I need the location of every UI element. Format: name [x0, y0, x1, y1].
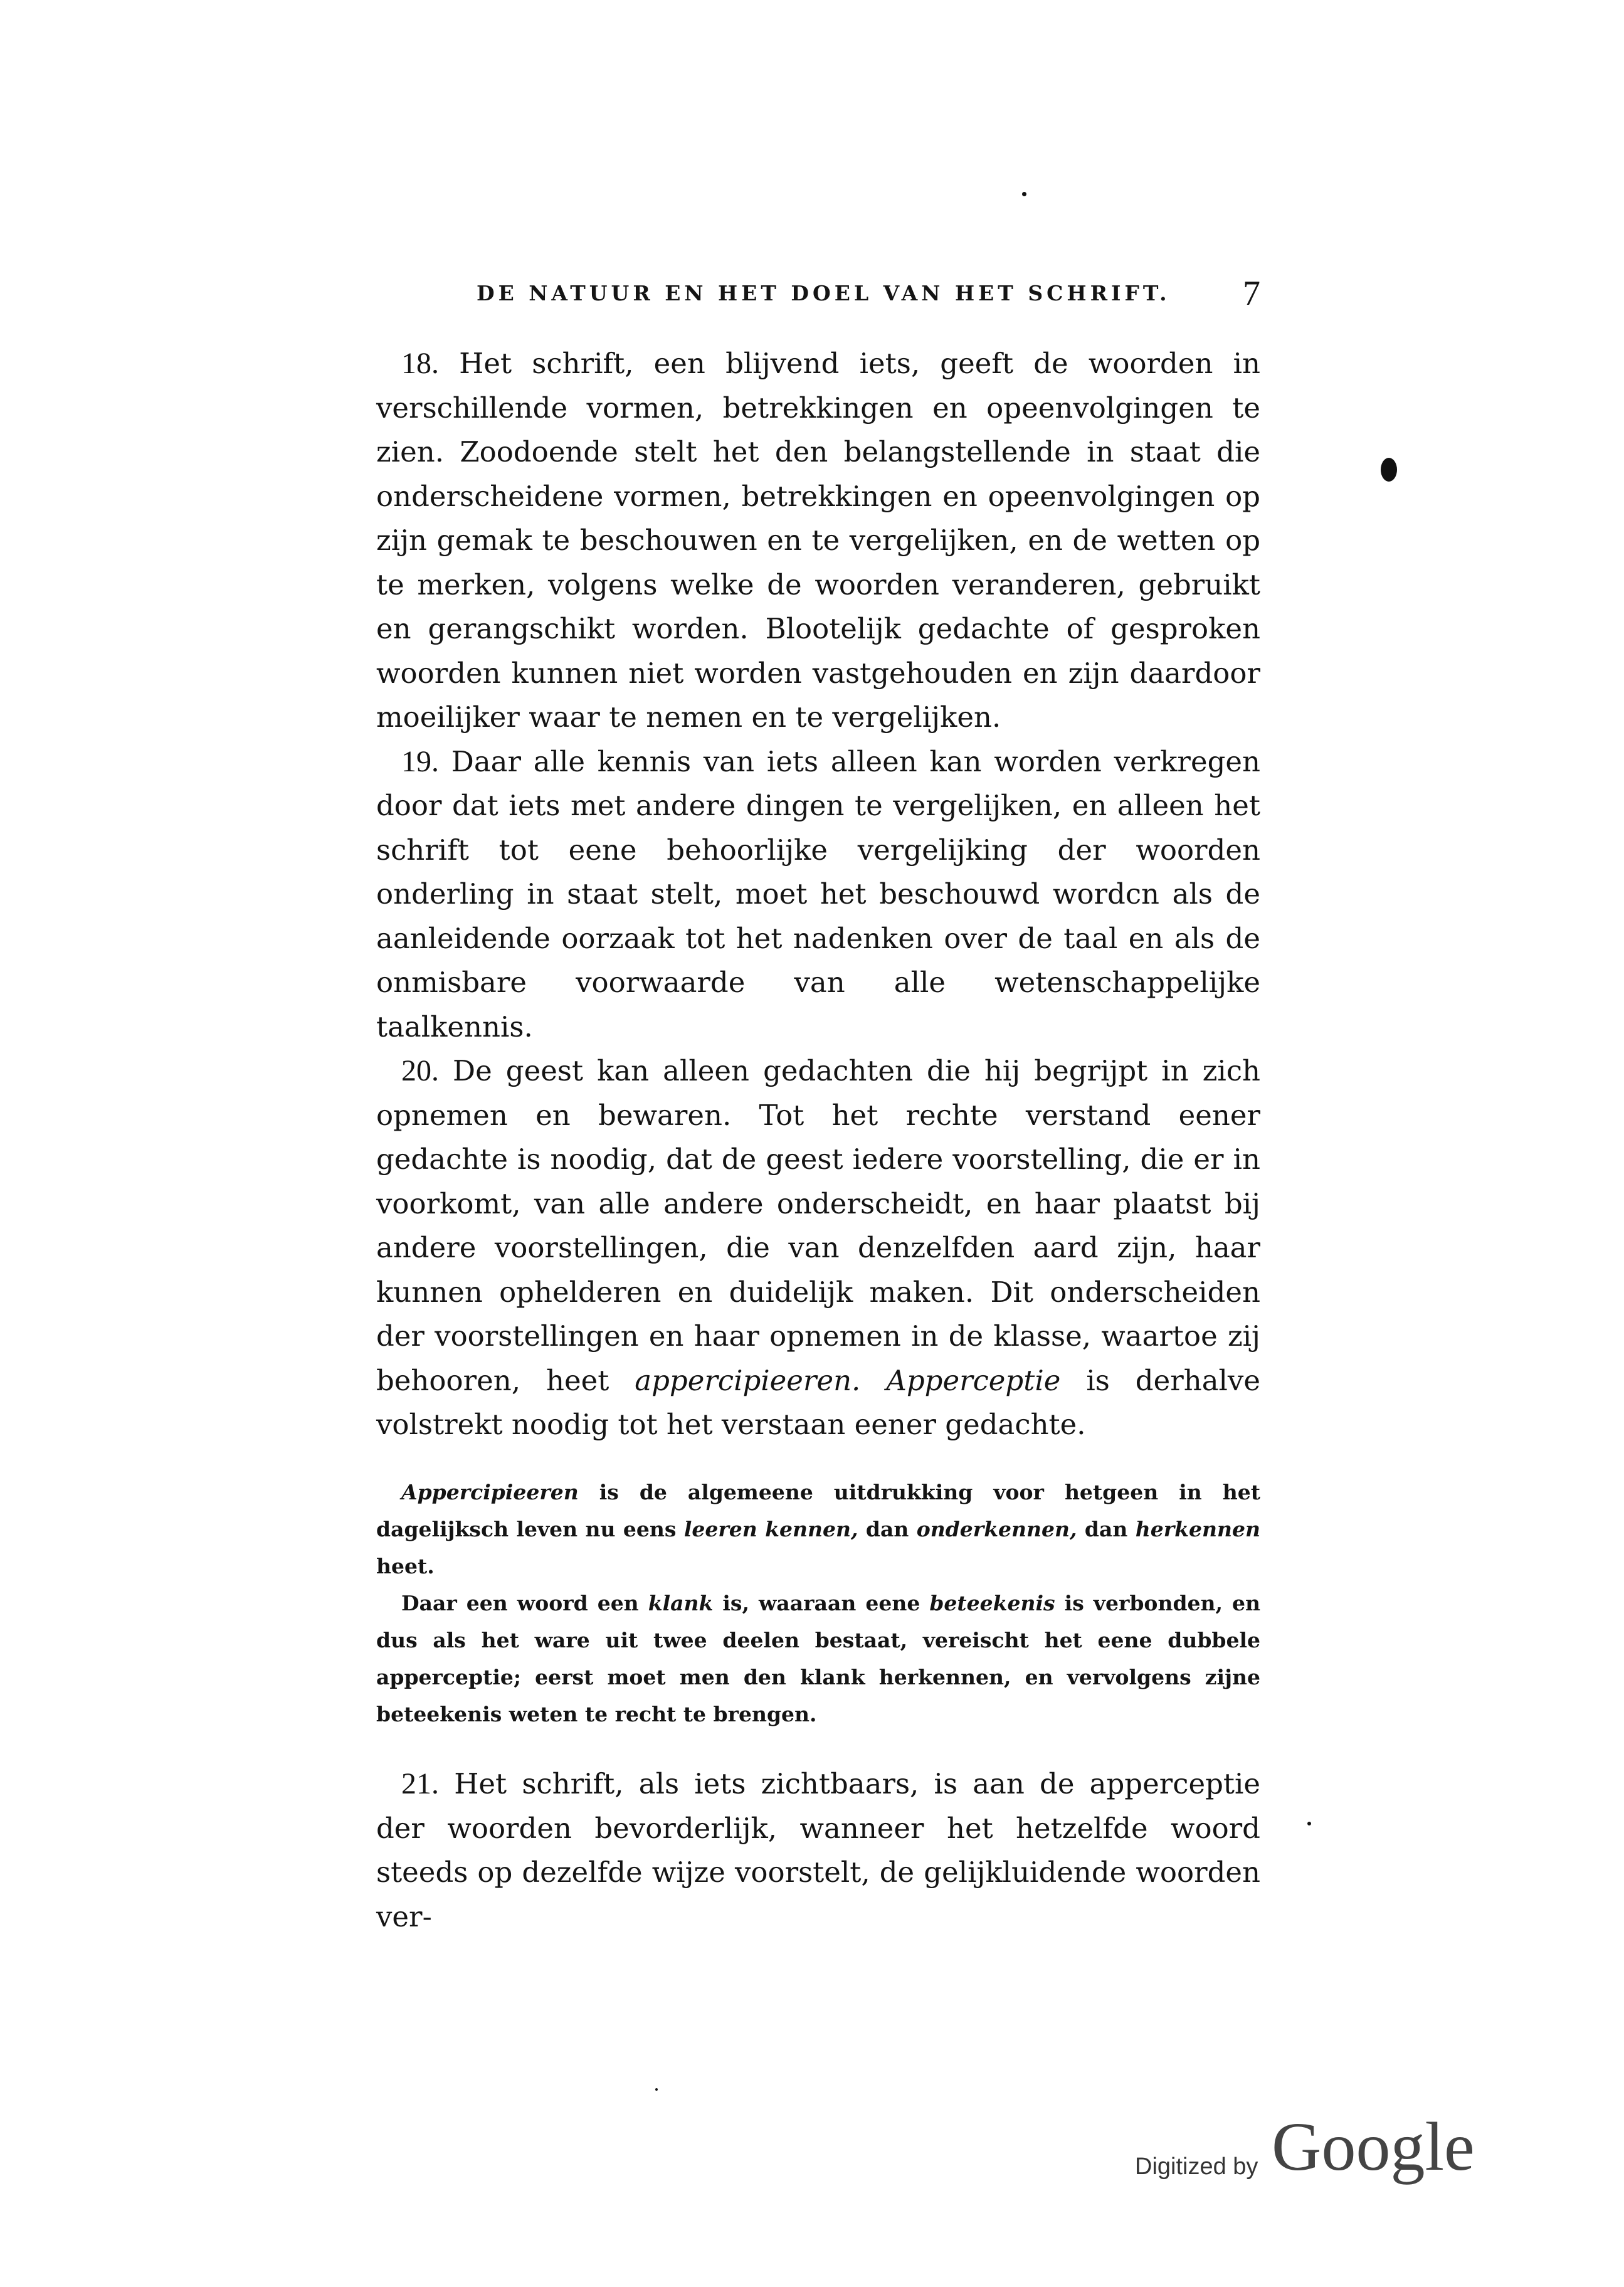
- watermark-small-text: Digitized by: [1135, 2153, 1258, 2180]
- footnote: [376, 1474, 1260, 1733]
- footnote-term: Appercipieeren: [401, 1480, 579, 1504]
- footnote-term: leeren kennen,: [683, 1517, 858, 1541]
- footnote-text: dan: [865, 1517, 909, 1541]
- paragraph-number: 20.: [401, 1054, 439, 1087]
- paragraph-text: Het schrift, als iets zichtbaars, is aan de apperceptie der woorden bevorderlijk, wanneer het hetzelfde woord steeds op dezelfde wijze voorstelt, de gelijkluidende woorden ver-: [376, 1767, 1260, 1933]
- paragraph-text: Daar alle kennis van iets alleen kan worden verkregen door dat iets met andere dingen te vergelijken, en alleen het schrift tot eene behoorlijke vergelijking der woorden onderling in staat stelt, moet het beschouwd wordcn als de aanleidende oorzaak tot het nadenken over de taal en als de onmisbare voorwaarde van alle wetenschappelijke taalkennis.: [376, 744, 1260, 1043]
- paragraph-text-end: is derhalve volstrekt noodig tot het verstaan eener gedachte.: [376, 1363, 1260, 1441]
- footnote-term: onderkennen,: [916, 1517, 1077, 1541]
- footnote-text: Daar een woord een: [401, 1591, 639, 1615]
- footnote-text: heet.: [376, 1554, 435, 1578]
- ink-speck: [1381, 458, 1397, 482]
- paragraph-19: [376, 740, 1260, 1050]
- running-head: [376, 276, 1267, 314]
- paragraph-number: 19.: [401, 744, 439, 778]
- footnote-text: is, waaraan eene: [722, 1591, 920, 1615]
- footnote-para-2: [376, 1585, 1260, 1733]
- watermark-logo-text: Google: [1272, 2108, 1475, 2185]
- ink-speck: [1307, 1822, 1311, 1825]
- running-title: DE NATUUR EN HET DOEL VAN HET SCHRIFT.: [477, 281, 1171, 305]
- main-text-continued: [376, 1762, 1260, 1939]
- paragraph-number: 18.: [401, 347, 439, 380]
- footnote-text: dan: [1084, 1517, 1128, 1541]
- footnote-para-1: [376, 1474, 1260, 1585]
- term-appercipieeren: appercipieeren.: [635, 1363, 861, 1397]
- main-text: [376, 342, 1260, 1447]
- paragraph-18: [376, 342, 1260, 740]
- footnote-term: beteekenis: [929, 1591, 1055, 1615]
- paragraph-text: Het schrift, een blijvend iets, geeft de woorden in verschillende vormen, betrekkingen en opeenvolgingen te zien. Zoodoende stelt het den belangstellende in staat die onderscheidene vormen, betrekkingen en opeenvolgingen op zijn gemak te beschouwen en te vergelijken, en de wetten op te merken, volgens welke de woorden veranderen, gebruikt en gerangschikt worden. Blootelijk gedachte of gesproken woorden kunnen niet worden vastgehouden en zijn daardoor moeilijker waar te nemen en te vergelijken.: [376, 347, 1261, 734]
- footnote-text: is verbonden, en dus als het ware uit twee deelen bestaat, vereischt het eene dubbele apperceptie; eerst moet men den klank herkennen, en vervolgens zijne beteekenis weten te recht te brengen.: [376, 1591, 1260, 1726]
- ink-speck: [1022, 192, 1026, 196]
- digitized-watermark: [1135, 2107, 1486, 2195]
- footnote-text: is de algemeene uitdrukking voor hetgeen in het dagelijksch leven nu eens: [376, 1480, 1260, 1541]
- footnote-term: herkennen: [1135, 1517, 1260, 1541]
- paragraph-21: [376, 1762, 1260, 1939]
- term-apperceptie: Apperceptie: [886, 1363, 1061, 1397]
- paragraph-text: De geest kan alleen gedachten die hij begrijpt in zich opnemen en bewaren. Tot het rechte verstand eener gedachte is noodig, dat de geest iedere voorstelling, die er in voorkomt, van alle andere onderscheidt, en haar plaatst bij andere voorstellingen, die van denzelfden aard zijn, haar kunnen ophelderen en duidelijk maken. Dit onderscheiden der voorstellingen en haar opnemen in de klasse, waartoe zij behooren, heet: [376, 1054, 1260, 1397]
- footnote-term: klank: [648, 1591, 714, 1615]
- paragraph-number: 21.: [401, 1767, 439, 1800]
- ink-speck: [655, 2088, 658, 2091]
- paragraph-20: [376, 1049, 1260, 1447]
- page-number: 7: [1243, 274, 1260, 313]
